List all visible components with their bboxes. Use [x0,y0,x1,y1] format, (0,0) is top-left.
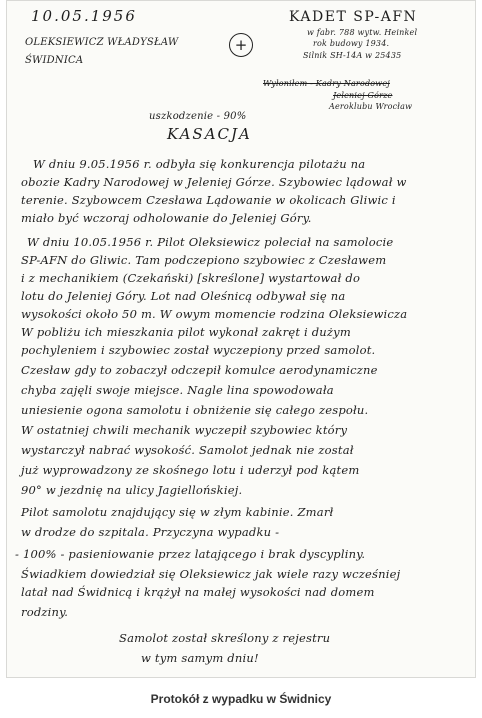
aircraft-type: KADET SP-AFN [289,9,418,25]
handwritten-protocol-scan [6,0,476,678]
protocol-heading: KASACJA [167,125,252,143]
pilot-town: ŚWIDNICA [25,55,84,66]
body-line: i z mechanikiem (Czekański) [skreślone] wystartował do [21,271,361,285]
aircraft-note-serial: w fabr. 788 wytw. Heinkel [307,28,418,37]
body-line: miało być wczoraj odholowanie do Jeleniej Góry. [21,211,312,225]
body-line: W dniu 9.05.1956 r. odbyła się konkurencja pilotażu na [33,157,366,171]
protocol-date: 10.05.1956 [31,7,137,25]
damage-percent-note: uszkodzenie - 90% [149,111,247,122]
struck-note-3: Aeroklubu Wrocław [329,102,413,111]
body-line: chyba zajęli swoje miejsce. Nagle lina spowodowała [21,383,334,397]
body-line: wystarczył nabrać wysokość. Samolot jednak nie został [21,443,354,457]
body-line: SP-AFN do Gliwic. Tam podczepiono szybowiec z Czesławem [21,253,387,267]
body-line: pochyleniem i szybowiec został wyczepiony przed samolot. [21,343,376,357]
body-line: lotu do Jeleniej Góry. Lot nad Oleśnicą odbywał się na [21,289,346,303]
body-line: - 100% - pasieniowanie przez latającego i brak dyscypliny. [15,547,366,561]
aircraft-note-engine: Silnik SH-14A w 25435 [303,51,402,60]
body-line: 90° w jezdnię na ulicy Jagiellońskiej. [21,483,243,497]
body-line: Pilot samolotu znajdujący się w złym kabinie. Zmarł [21,505,334,519]
aircraft-note-year: rok budowy 1934. [313,39,390,48]
body-line: już wyprowadzony ze skośnego lotu i uderzył pod kątem [21,463,360,477]
body-line: W ostatniej chwili mechanik wyczepił szybowiec który [21,423,348,437]
figure-caption: Protokół z wypadku w Świdnicy [0,680,482,718]
body-line: W pobliżu ich mieszkania pilot wykonał zakręt i dużym [21,325,351,339]
body-line: wysokości około 50 m. W owym momencie rodzina Oleksiewicza [21,307,408,321]
body-line: Świadkiem dowiedział się Oleksiewicz jak wiele razy wcześniej [21,567,401,581]
pilot-name: OLEKSIEWICZ WŁADYSŁAW [25,37,179,48]
closing-line: Samolot został skreślony z rejestru [119,631,331,645]
body-line: W dniu 10.05.1956 r. Pilot Oleksiewicz poleciał na samolocie [27,235,394,249]
body-line: uniesienie ogona samolotu i obniżenie się całego zespołu. [21,403,369,417]
body-line: Czesław gdy to zobaczył odczepił komulce aerodynamiczne [21,363,378,377]
struck-note-1: Wyłoniłem - Kadry Narodowej [263,79,390,88]
body-line: w drodze do szpitala. Przyczyna wypadku - [21,525,280,539]
body-line: latał nad Świdnicą i krążył na małej wysokości nad domem [21,585,375,599]
body-line: rodziny. [21,605,69,619]
struck-note-2: Jeleniej Górze [333,91,393,100]
body-line: obozie Kadry Narodowej w Jeleniej Górze. Szybowiec lądował w [21,175,407,189]
closing-line: w tym samym dniu! [141,651,259,665]
body-line: terenie. Szybowcem Czesława Lądowanie w okolicach Gliwic i [21,193,396,207]
deceased-cross-symbol: + [229,33,253,57]
